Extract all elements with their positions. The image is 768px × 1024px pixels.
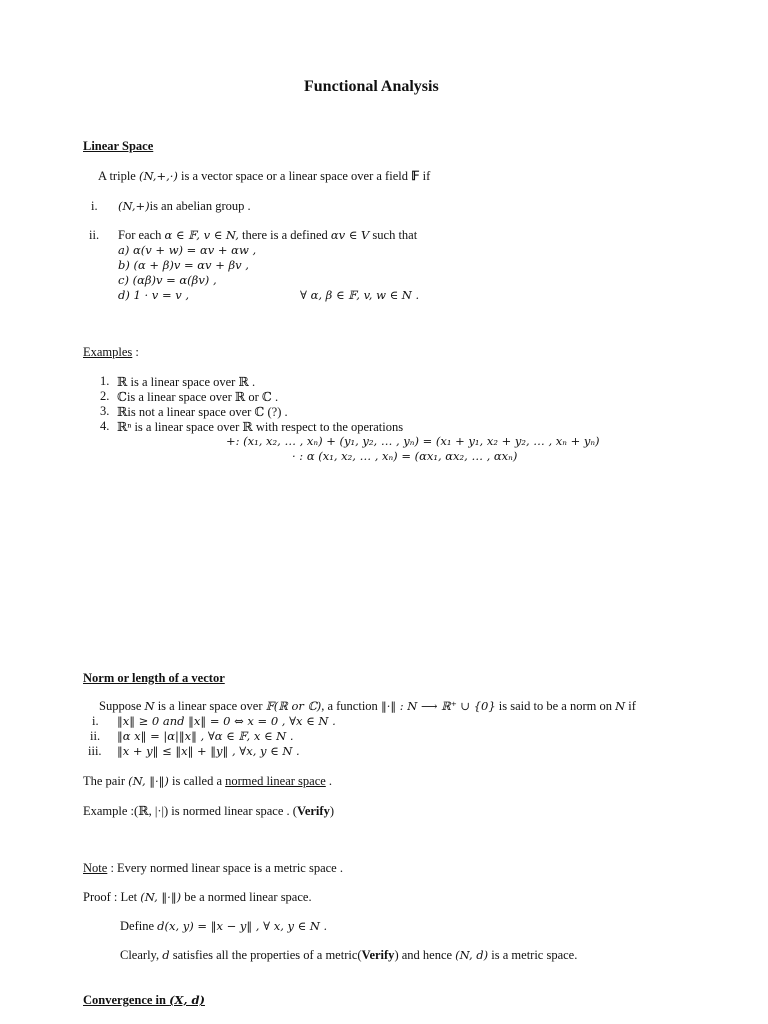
list-number: ii. [89,228,100,242]
proof-start: Proof : Let (N, ‖·‖) be a normed linear space. [83,890,312,904]
example-item: ℝ is a linear space over ℝ . [117,375,256,389]
linear-space-axiom-2: For each α ∈ 𝔽, v ∈ N, there is a defined αv ∈ V such that [118,228,418,242]
page-title: Functional Analysis [304,78,439,95]
normed-space-definition: The pair (N, ‖·‖) is called a normed linear space . [83,774,333,788]
norm-condition: ‖α x‖ = |α|‖x‖ , ∀α ∈ 𝔽, x ∈ N . [117,729,294,743]
section-heading-norm: Norm or length of a vector [83,671,225,685]
note: Note : Every normed linear space is a metric space . [83,861,343,875]
axiom-rule: a) α(v + w) = αv + αw , [118,243,257,257]
example-item: ℂis a linear space over ℝ or ℂ . [117,390,279,404]
axiom-quantifier: ∀ α, β ∈ 𝔽, v, w ∈ N . [300,288,420,302]
list-number: i. [91,199,98,213]
section-heading-convergence: Convergence in (X, d) [83,993,205,1007]
list-number: iii. [88,744,102,758]
linear-space-intro: A triple (N,+,·) is a vector space or a linear space over a field 𝔽 if [98,169,431,183]
metric-definition: Define d(x, y) = ‖x − y‖ , ∀ x, y ∈ N . [120,919,328,933]
section-heading-examples: Examples : [83,345,139,359]
example-item: ℝis not a linear space over ℂ (?) . [117,405,288,419]
norm-condition: ‖x‖ ≥ 0 and ‖x‖ = 0 ⇔ x = 0 , ∀x ∈ N . [117,714,336,728]
list-number: 3. [100,404,110,418]
list-number: 2. [100,389,110,403]
linear-space-axiom-1: (N,+)is an abelian group . [118,199,251,213]
norm-definition: Suppose N is a linear space over 𝔽(ℝ or ℂ), a function ‖·‖ : N ⟶ ℝ⁺ ∪ {0} is said to be a norm on N if [99,699,636,713]
scalar-multiplication-formula: · : α (x₁, x₂, … , xₙ) = (αx₁, αx₂, … , αxₙ) [292,449,518,463]
axiom-rule: c) (αβ)v = α(βv) , [118,273,217,287]
proof-conclusion: Clearly, d satisfies all the properties of a metric(Verify) and hence (N, d) is a metric space. [120,948,578,962]
norm-condition: ‖x + y‖ ≤ ‖x‖ + ‖y‖ , ∀x, y ∈ N . [117,744,300,758]
axiom-rule: b) (α + β)v = αv + βv , [118,258,249,272]
vector-addition-formula: +: (x₁, x₂, … , xₙ) + (y₁, y₂, … , yₙ) = (x₁ + y₁, x₂ + y₂, … , xₙ + yₙ) [226,434,600,448]
list-number: i. [92,714,99,728]
list-number: 4. [100,419,110,433]
list-number: 1. [100,374,110,388]
example-item: ℝⁿ is a linear space over ℝ with respect to the operations [117,420,404,434]
normed-space-example: Example :(ℝ, |·|) is normed linear space . (Verify) [83,804,334,818]
section-heading-linear-space: Linear Space [83,139,154,153]
axiom-rule: d) 1 · v = v , [118,288,190,302]
list-number: ii. [90,729,101,743]
